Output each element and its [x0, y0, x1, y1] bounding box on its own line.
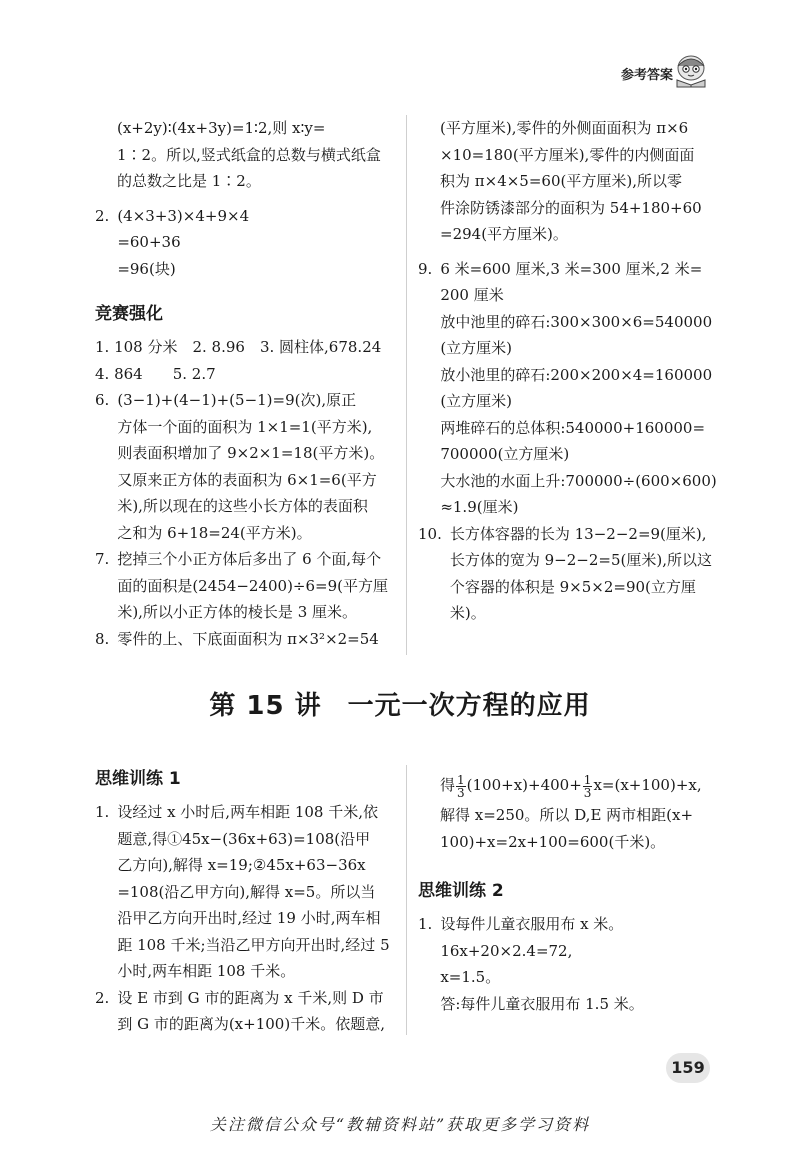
bottom-left-column: [95, 765, 395, 1038]
answer-item-8: 8. 零件的上、下底面面积为 π×3²×2=54: [95, 629, 379, 648]
column-divider-top: [406, 115, 407, 655]
chapter-title: [0, 685, 800, 722]
chapter-number: 第 15 讲: [209, 691, 322, 721]
answer-item-7: 7. 挖掉三个小正方体后多出了 6 个面,每个 面的面积是(2454−2400)÷6=9(平方厘 米),所以小正方体的棱长是 3 厘米。: [95, 550, 389, 621]
bottom-right-column: [418, 768, 718, 1017]
top-right-column: [418, 115, 718, 627]
answer-item-6: 6. (3−1)+(4−1)+(5−1)=9(次),原正 方体一个面的面积为 1×1=1(平方米), 则表面积增加了 9×2×1=18(平方米)。 又原来正方体的表面积为 6×1=6(平方 米),所以现在的这些小长方体的表面积 之和为 6+18=24(平方米)。: [95, 391, 385, 542]
column-divider-bottom: [406, 765, 407, 1035]
page-number: 159: [666, 1053, 710, 1083]
training2-item-1: 1. 设每件儿童衣服用布 x 米。 16x+20×2.4=72, x=1.5。 答:每件儿童衣服用布 1.5 米。: [418, 915, 644, 1013]
cartoon-kid-reading-icon: [672, 54, 710, 88]
chapter-name: 一元一次方程的应用: [347, 691, 591, 721]
answer-item-10: 10. 长方体容器的长为 13−2−2=9(厘米), 长方体的宽为 9−2−2=5(厘米),所以这 个容器的体积是 9×5×2=90(立方厘 米)。: [418, 524, 712, 622]
footer-note: 关注微信公众号“教辅资料站”获取更多学习资料: [209, 1115, 591, 1134]
answer-row-2: 4. 864 5. 2.7: [95, 364, 216, 383]
continued-text: 解得 x=250。所以 D,E 两市相距(x+ 100)+x=2x+100=600(千米)。: [440, 806, 694, 851]
training-item-1: 1. 设经过 x 小时后,两车相距 108 千米,依 题意,得①45x−(36x+63)=108(沿甲 乙方向),解得 x=19;②45x+63−36x =108(沿乙甲方向),解得 x=5。所以当 沿甲乙方向开出时,经过 19 小时,两车相 距 108 千米;当沿乙甲方向开出时,经过 5 小时,两车相距 108 千米。: [95, 803, 390, 980]
header-label: 参考答案: [621, 68, 674, 83]
top-left-column: [95, 115, 395, 652]
continued-text: (平方厘米),零件的外侧面面积为 π×6 ×10=180(平方厘米),零件的内侧面面 积为 π×4×5=60(平方厘米),所以零 件涂防锈漆部分的面积为 54+180+60 =294(平方厘米)。: [440, 119, 702, 243]
answer-item-9: 9. 6 米=600 厘米,3 米=300 厘米,2 米= 200 厘米 放中池里的碎石:300×300×6=540000 (立方厘米) 放小池里的碎石:200×200×4=160000 (立方厘米) 两堆碎石的总体积:540000+160000= 700000(立方厘米) 大水池的水面上升:700000÷(600×600) ≈1.9(厘米): [418, 259, 717, 516]
fraction: $\frac{1}{3}$: [583, 772, 592, 800]
section-title-training-2: 思维训练 2: [418, 881, 504, 901]
section-title-training-1: 思维训练 1: [95, 769, 181, 789]
section-title-competition: 竞赛强化: [95, 304, 163, 324]
training-item-2: 2. 设 E 市到 G 市的距离为 x 千米,则 D 市 到 G 市的距离为(x+100)千米。依题意,: [95, 988, 385, 1033]
answer-row-1: 1. 108 分米 2. 8.96 3. 圆柱体,678.24: [95, 338, 382, 356]
continued-text: (x+2y)∶(4x+3y)=1∶2,则 x∶y= 1∶2。所以,竖式纸盒的总数与横式纸盒 的总数之比是 1∶2。: [117, 119, 381, 190]
fraction: $\frac{1}{3}$: [457, 772, 465, 800]
equation-line: 得 $\frac{1}{3}$ (100+x)+400+ $\frac{1}{3}$ x=(x+100)+x,: [440, 772, 702, 800]
answer-item-2: 2. (4×3+3)×4+9×4 =60+36 =96(块): [95, 206, 250, 278]
